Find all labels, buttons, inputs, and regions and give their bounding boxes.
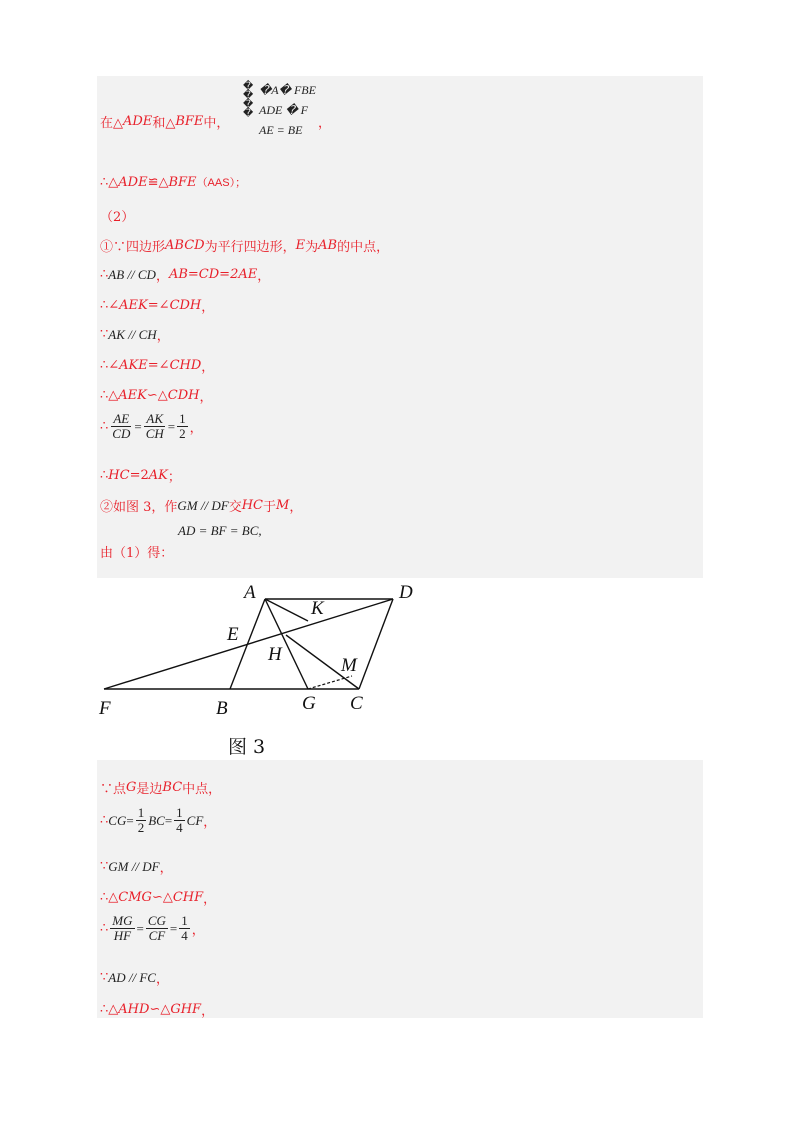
line-triangles-intro: 在△ ADE 和△ BFE 中， <box>100 114 230 131</box>
figure-3 <box>97 578 417 759</box>
label-e: E <box>227 624 239 645</box>
fraction-cg-cf: $\frac{CG}{CF}$ <box>147 913 166 943</box>
line-hc-equals-2ak: ∴ HC =2 AK ； <box>100 468 181 485</box>
line-ab-parallel-cd: ∴ AB // CD ， AB=CD=2AE ， <box>100 266 271 284</box>
line-ad-bf-bc: AD = BF = BC, <box>178 523 262 538</box>
segment-ak <box>265 599 308 621</box>
line-similar-cmg-chf: ∴△ CMG ∽△ CHF ， <box>100 890 217 907</box>
line-ratio-ae-cd: ∴ $\frac{AE}{CD}$ = $\frac{AK}{CH}$ = $\frac{1}{2}$ ， <box>100 411 203 441</box>
condition-1: �A� FBE <box>259 83 316 97</box>
line-construct-gm: ②如图 3，作 GM // DF 交 HC 于 M ， <box>100 497 303 515</box>
label-c: C <box>350 693 363 714</box>
label-b: B <box>216 698 228 719</box>
label-k: K <box>311 598 324 619</box>
label-m: M <box>341 655 357 676</box>
line-gm-parallel-df: ∵ GM // DF ， <box>100 858 173 876</box>
line-angle-aek: ∴∠ AEK =∠ CDH ， <box>100 298 215 315</box>
segment-gm-dashed <box>308 676 352 689</box>
fraction-one-half-2: $\frac{1}{2}$ <box>137 805 145 835</box>
label-h: H <box>268 644 282 665</box>
label-f: F <box>99 698 111 719</box>
brace-glyphs: � � � � <box>243 81 254 119</box>
fraction-one-half: $\frac{1}{2}$ <box>179 411 186 441</box>
line-parallelogram: ①∵四边形 ABCD 为平行四边形， E 为 AB 的中点， <box>100 238 390 255</box>
figure-caption: 图 3 <box>228 736 266 758</box>
line-cg-ratio: ∴ CG = $\frac{1}{2}$ BC = $\frac{1}{4}$ CF ， <box>100 805 217 835</box>
line-from-part-1: 由（1）得： <box>100 546 174 561</box>
congruence-conditions <box>243 80 316 140</box>
label-d: D <box>399 582 413 603</box>
label-a: A <box>244 582 256 603</box>
line-similar-aek-cdh: ∴△ AEK ∽△ CDH ， <box>100 388 213 405</box>
fraction-one-quarter-2: $\frac{1}{4}$ <box>181 913 188 943</box>
line-angle-ake: ∴∠ AKE =∠ CHD ， <box>100 358 215 375</box>
label-g: G <box>302 693 316 714</box>
line-ak-parallel-ch: ∵ AK // CH ， <box>100 326 170 344</box>
system-end-comma: ， <box>318 116 332 131</box>
fraction-mg-hf: $\frac{MG}{HF}$ <box>112 913 133 943</box>
condition-2: ADE � F <box>259 103 308 117</box>
line-g-midpoint: ∵点 G 是边 BC 中点， <box>100 780 222 797</box>
segment-dc <box>359 599 393 689</box>
line-similar-ahd-ghf: ∴△ AHD ∽△ GHF ， <box>100 1002 215 1019</box>
geometry-diagram <box>97 578 417 759</box>
line-ad-parallel-fc: ∵ AD // FC ， <box>100 969 169 987</box>
fraction-one-quarter: $\frac{1}{4}$ <box>176 805 183 835</box>
part-2-label: （2） <box>100 210 135 225</box>
condition-3: AE = BE <box>259 123 303 137</box>
line-congruent-conclusion: ∴△ ADE ≌△ BFE （AAS）； <box>100 174 247 190</box>
fraction-ak-ch: $\frac{AK}{CH}$ <box>145 411 164 441</box>
line-ratio-mg-hf: ∴ $\frac{MG}{HF}$ = $\frac{CG}{CF}$ = $\frac{1}{4}$ ， <box>100 913 205 943</box>
fraction-ae-cd: $\frac{AE}{CD}$ <box>112 411 131 441</box>
